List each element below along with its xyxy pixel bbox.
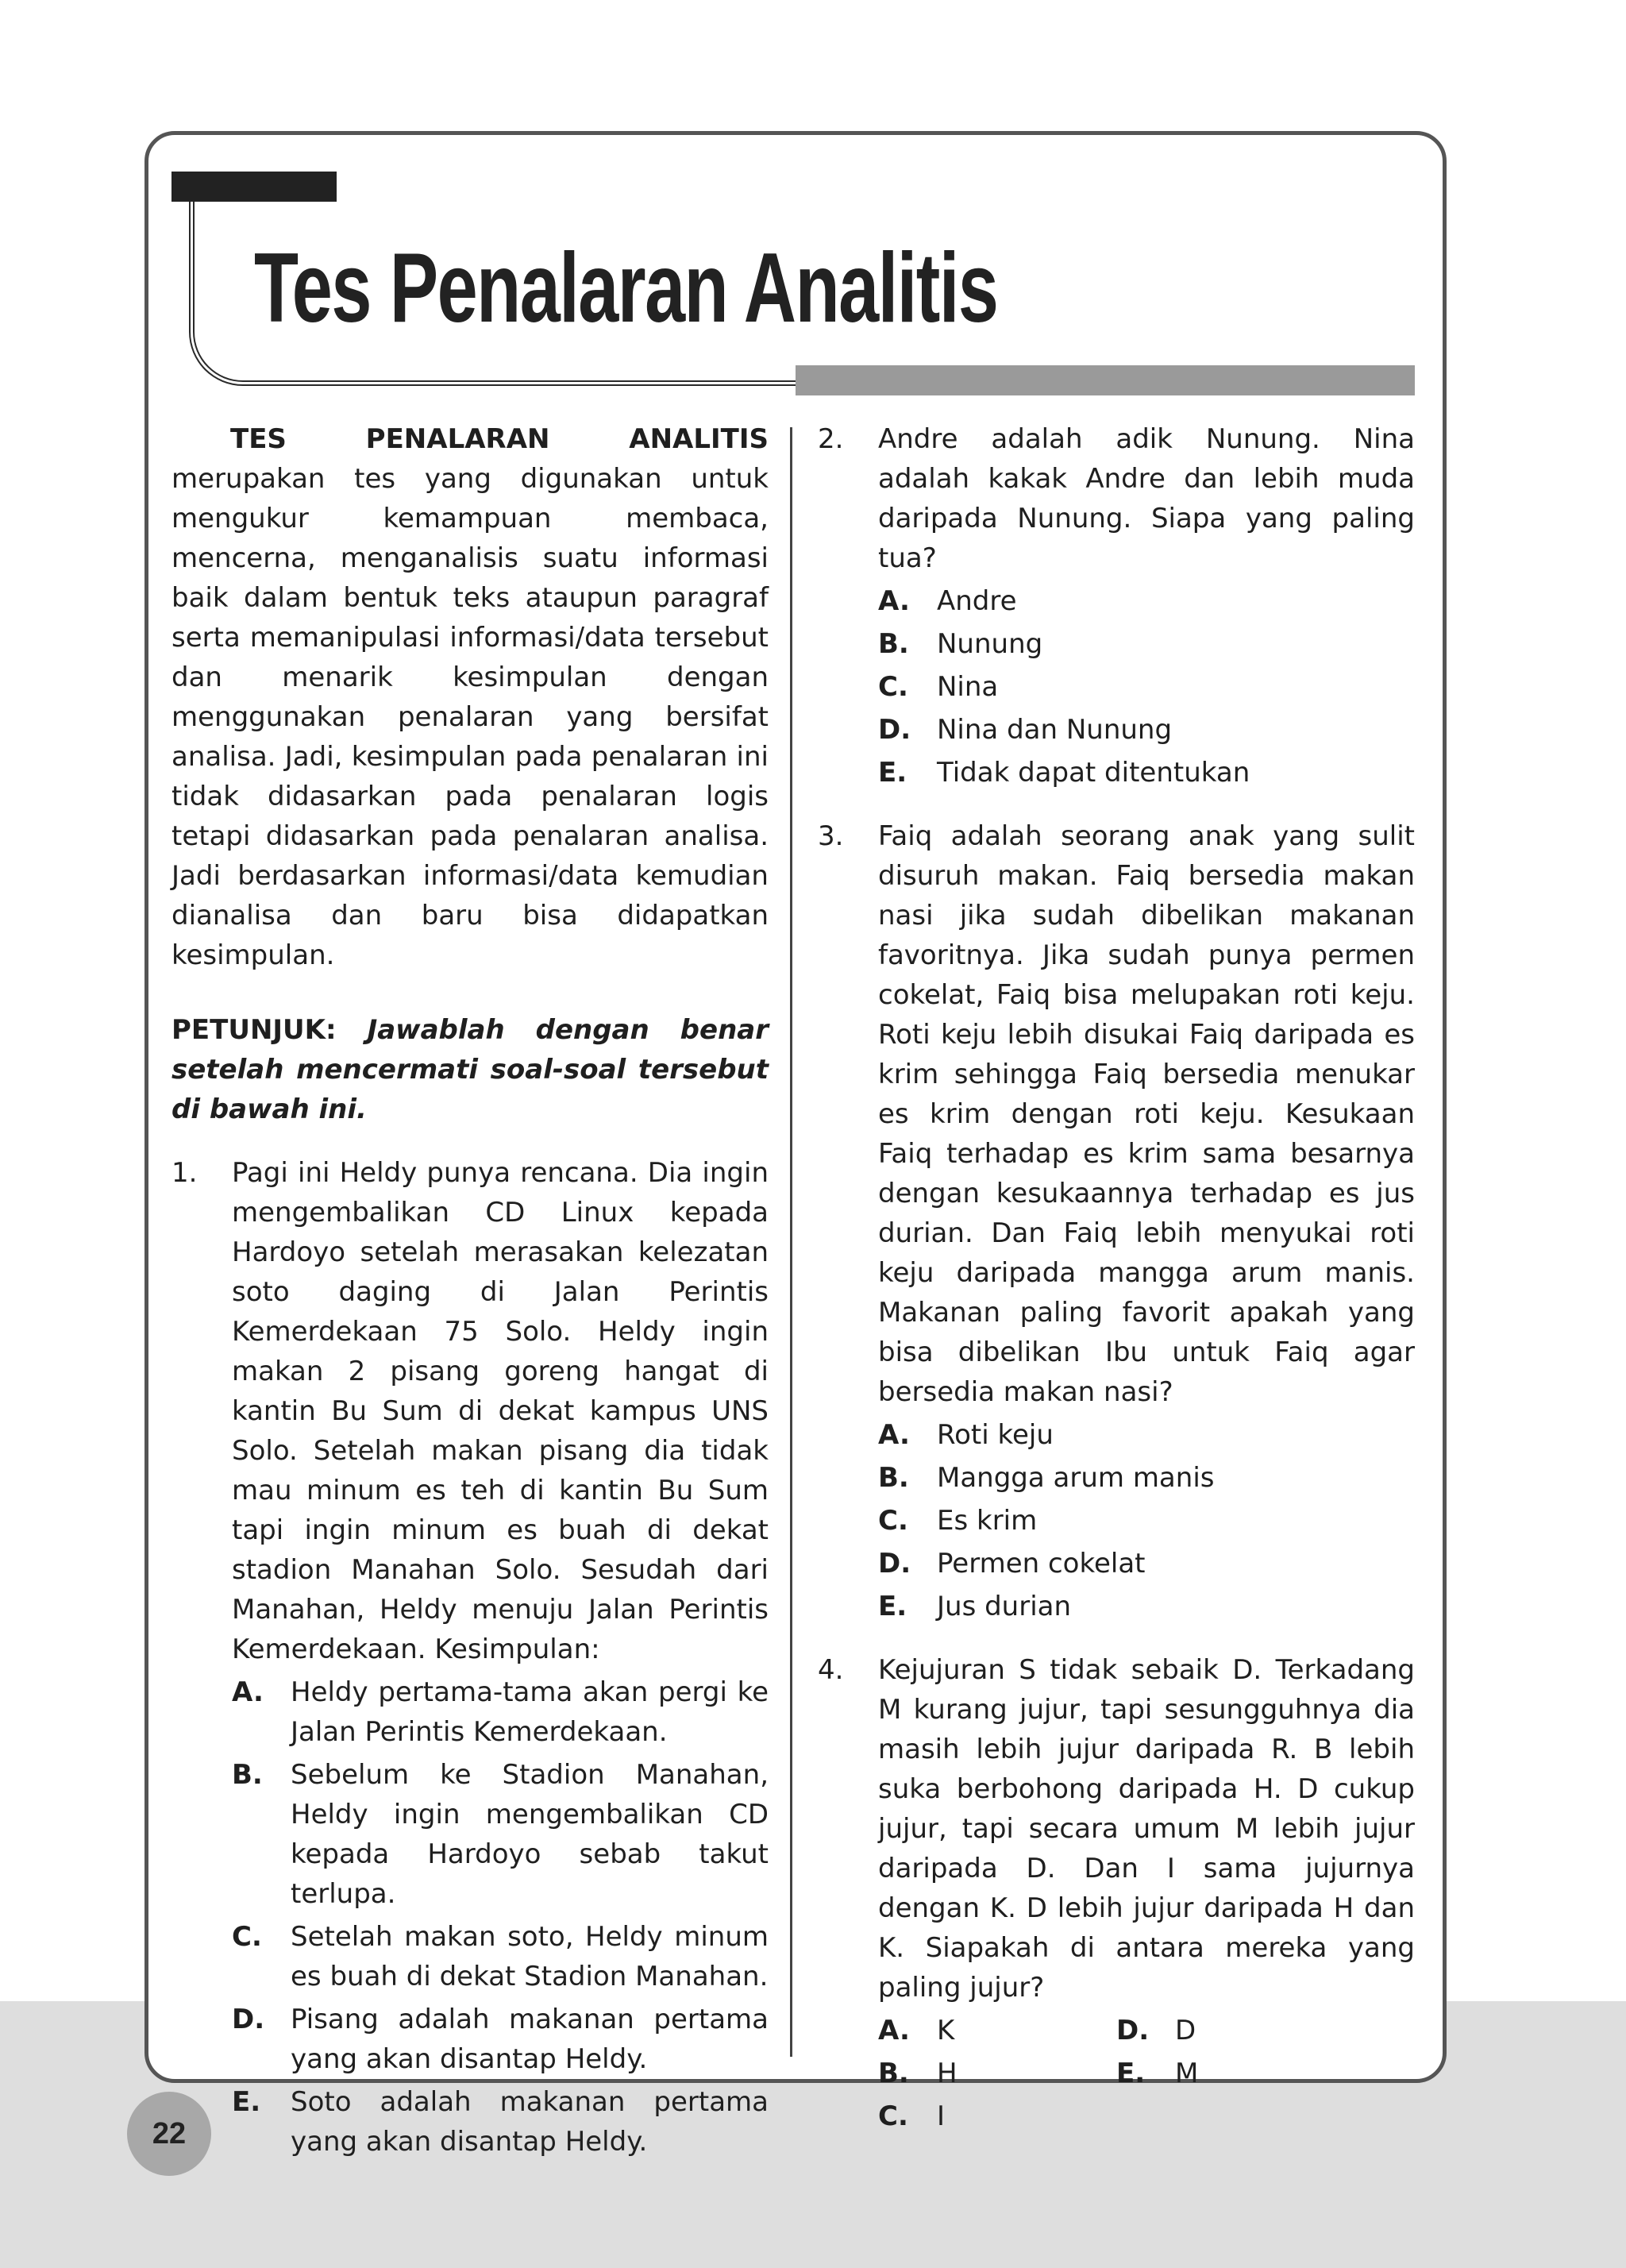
question-stem: Andre adalah adik Nunung. Nina adalah kakak Andre dan lebih muda daripada Nunung. Siapa yang paling tua?: [878, 423, 1415, 574]
answer-options: [878, 2011, 1415, 2139]
option-e: E. M: [1116, 2058, 1199, 2089]
option-a: A. K: [878, 2015, 955, 2046]
option-b: B. Sebelum ke Stadion Manahan, Heldy ingin mengembalikan CD kepada Hardoyo sebab takut terlupa.: [232, 1759, 769, 1910]
question-4: [818, 1650, 1415, 2139]
question-stem: Kejujuran S tidak sebaik D. Terkadang M kurang jujur, tapi sesungguhnya dia masih lebih jujur daripada R. B lebih suka berbohong daripada H. D cukup jujur, tapi secara umum M lebih jujur daripada D. Dan I sama jujurnya dengan K. D lebih jujur daripada H dan K. Siapakah di antara mereka yang paling jujur?: [878, 1654, 1415, 2004]
option-b: B. Nunung: [878, 628, 1043, 660]
intro-lead: TES PENALARAN ANALITIS: [230, 423, 769, 455]
answer-options: [232, 1672, 769, 2162]
question-1: [171, 1153, 769, 2165]
question-2: [818, 419, 1415, 796]
instructions-label: PETUNJUK:: [171, 1014, 337, 1046]
question-number: 3.: [818, 820, 844, 852]
instructions: [171, 1010, 769, 1129]
question-number: 4.: [818, 1654, 844, 1686]
option-a: A. Roti keju: [878, 1419, 1054, 1451]
column-divider: [790, 427, 792, 2057]
page-title: Tes Penalaran Analitis: [254, 233, 998, 343]
question-number: 2.: [818, 423, 844, 455]
option-c: C. Setelah makan soto, Heldy minum es buah di dekat Stadion Manahan.: [232, 1921, 769, 1992]
title-underline-bar: [796, 365, 1415, 395]
title-accent-bar: [171, 172, 337, 202]
option-e: E. Jus durian: [878, 1591, 1072, 1622]
option-d: D. Permen cokelat: [878, 1548, 1146, 1580]
right-column: [818, 419, 1415, 2160]
question-stem: Pagi ini Heldy punya rencana. Dia ingin mengembalikan CD Linux kepada Hardoyo setelah merasakan kelezatan soto daging di Jalan Perintis Kemerdekaan 75 Solo. Heldy ingin makan 2 pisang goreng hangat di kantin Bu Sum di dekat kampus UNS Solo. Setelah makan pisang dia tidak mau minum es teh di kantin Bu Sum tapi ingin minum es buah di dekat stadion Manahan Solo. Sesudah dari Manahan, Heldy menuju Jalan Perintis Kemerdekaan. Kesimpulan:: [232, 1157, 769, 1665]
option-a: A. Heldy pertama-tama akan pergi ke Jalan Perintis Kemerdekaan.: [232, 1676, 769, 1748]
intro-text: merupakan tes yang digunakan untuk mengukur kemampuan membaca, mencerna, menganalisis suatu informasi baik dalam bentuk teks ataupun paragraf serta memanipulasi informasi/data tersebut dan menarik kesimpulan dengan menggunakan penalaran yang bersifat analisa. Jadi, kesimpulan pada penalaran ini tidak didasarkan pada penalaran logis tetapi didasarkan pada penalaran analisa. Jadi berdasarkan informasi/data kemudian dianalisa dan baru bisa didapatkan kesimpulan.: [171, 463, 769, 971]
option-b: B. Mangga arum manis: [878, 1462, 1215, 1494]
intro-paragraph: [171, 419, 769, 975]
option-e: E. Tidak dapat ditentukan: [878, 757, 1250, 789]
option-c: C. Es krim: [878, 1505, 1038, 1537]
option-c: C. I: [878, 2100, 946, 2132]
option-d: D. Nina dan Nunung: [878, 714, 1173, 746]
question-3: [818, 816, 1415, 1630]
left-column: [171, 419, 769, 2185]
option-d: D. Pisang adalah makanan pertama yang akan disantap Heldy.: [232, 2004, 769, 2075]
option-a: A. Andre: [878, 585, 1017, 617]
answer-options: [878, 1415, 1415, 1626]
option-e: E. Soto adalah makanan pertama yang akan disantap Heldy.: [232, 2086, 769, 2158]
option-d: D. D: [1116, 2015, 1196, 2046]
question-stem: Faiq adalah seorang anak yang sulit disuruh makan. Faiq bersedia makan nasi jika sudah dibelikan makanan favoritnya. Jika sudah punya permen cokelat, Faiq bisa melupakan roti keju. Roti keju lebih disukai Faiq daripada es krim sehingga Faiq bersedia menukar es krim dengan roti keju. Kesukaan Faiq terhadap es krim sama besarnya dengan kesukaannya terhadap es jus durian. Dan Faiq lebih menyukai roti keju daripada mangga arum manis. Makanan paling favorit apakah yang bisa dibelikan Ibu untuk Faiq agar bersedia makan nasi?: [878, 820, 1415, 1408]
instructions-text: Jawablah dengan benar setelah mencermati soal-soal tersebut di bawah ini.: [171, 1014, 769, 1125]
option-c: C. Nina: [878, 671, 999, 703]
option-b: B. H: [878, 2058, 957, 2089]
page-number: 22: [127, 2092, 211, 2176]
question-number: 1.: [171, 1157, 198, 1189]
answer-options: [878, 581, 1415, 793]
